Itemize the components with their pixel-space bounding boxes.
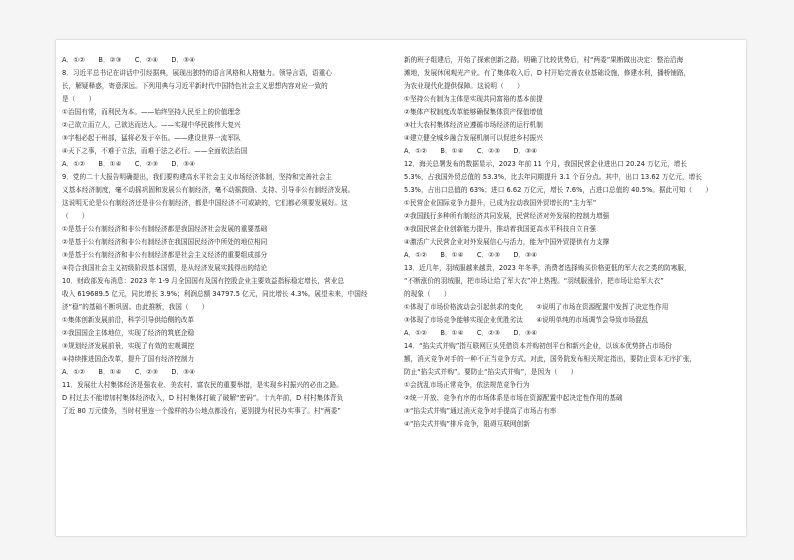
text-line: 这说明无论是公有制经济还是非公有制经济，都是中国经济不可或缺的，它们都必须要发展好。这 bbox=[62, 199, 348, 207]
text-line: ①会扰乱市场正常竞争，依法规范竞争行为 bbox=[404, 381, 530, 389]
text-line: 额，消灭竞争对手的一种不正当竞争方式。对此，国务院发布相关规定指出，要防止资本无序扩张， bbox=[404, 355, 697, 363]
text-line: 9．党的二十大报告明确提出，我们要构建高水平社会主义市场经济体制，坚持和完善社会主 bbox=[62, 173, 332, 181]
text-line: 10．财政部发布消息：2023 年 1-9 月全国国有及国有控股企业主要效益指标稳定增长，营业总 bbox=[62, 277, 345, 285]
text-line: 14．“掐尖式并购”指互联网巨头凭借资本并购初创平台和新兴企业，以该本优势挤占市场份 bbox=[404, 342, 672, 350]
text-line: A．①② B．①④ C．②③ D．③④ bbox=[62, 368, 196, 376]
text-line: 新的班子组建后，开始了探索创新之路。明确了比较优势后，村“两委”果断做出决定：整治沿海 bbox=[404, 56, 684, 64]
text-line: 了近 80 万元债务，当时村里连一个像样的办公地点都没有，更别提为村民办实事了。村“两委” bbox=[62, 407, 341, 415]
text-line: ④激活广大民营企业对外发展信心与活力，能为中国外贸提供有力支撑 bbox=[404, 238, 610, 246]
text-line: 收入 619689.5 亿元，同比增长 3.9%；利润总额 34797.5 亿元，同比增长 4.3%。展望未来，中国经 bbox=[62, 290, 368, 298]
text-line: ③体现了市场竞争能够实现企业优胜劣汰 ④说明单纯的市场调节会导致市场混乱 bbox=[404, 316, 649, 324]
text-line: 8．习近平总书记在讲话中引经据典，展现出独特的语言风格和人格魅力。领导言语，语重心 bbox=[62, 69, 332, 77]
text-line: ④“掐尖式并购”排斥竞争，阻碍互联网创新 bbox=[404, 420, 530, 428]
exam-paper bbox=[56, 40, 746, 536]
text-line: ③壮大农村集体经济应遵循市场经济的运行机制 bbox=[404, 121, 543, 129]
text-line: ①民营企业国际竞争力提升，已成为拉动我国外贸增长的“主力军” bbox=[404, 199, 597, 207]
text-line: 防止“掐尖式并购”。要防止“掐尖式并购”，是因为（ ） bbox=[404, 368, 578, 376]
text-line: A．①② B．①④ C．②③ D．③④ bbox=[404, 251, 538, 259]
text-line: A．①② B．②③ C．②④ D．③④ bbox=[62, 56, 196, 64]
text-line: ②我国国企主体地位，实现了经济的筑底企稳 bbox=[62, 329, 195, 337]
text-line: ③规划经济发展前景，实现了有效的宏观调控 bbox=[62, 342, 195, 350]
text-line: ①治国有常，而利民为本。——始终坚持人民至上的价值理念 bbox=[62, 108, 241, 116]
text-line: 为农业现代化提供保障。这说明（ ） bbox=[404, 82, 524, 90]
text-line: 义基本经济制度，毫不动摇巩固和发展公有制经济，毫不动摇鼓励、支持、引导非公有制经济发展。 bbox=[62, 186, 355, 194]
text-line: ③“掐尖式并购”通过消灭竞争对手提高了市场占有率 bbox=[404, 407, 557, 415]
text-line: 济“稳”的基础不断巩固。由此推断，我国（ ） bbox=[62, 303, 209, 311]
text-line: （ ） bbox=[62, 212, 89, 220]
text-line: 11．发展壮大村集体经济是强农业、美农村、富农民的重要举措，是实现乡村振兴的必由之路。 bbox=[62, 381, 343, 389]
text-line: ①坚持公有制为主体是实现共同富裕的基本前提 bbox=[404, 95, 543, 103]
text-line: A．①② B．①④ C．②③ D．③④ bbox=[404, 329, 538, 337]
text-line: 13．近几年，羽绒服越来越贵，2023 年冬季，消费者选择购买价格更低的军大衣之类的防寒服， bbox=[404, 264, 691, 272]
text-line: A．①② B．①④ C．②③ D．③④ bbox=[62, 160, 196, 168]
text-line: ②是基于公有制经济和非公有制经济在我国国民经济中所处的地位相同 bbox=[62, 238, 268, 246]
text-line: 长，解疑释惑，寄意深远。下列用典与习近平新时代中国特色社会主义思想内容对应一致的 bbox=[62, 82, 328, 90]
text-line: ②统一开放、竞争有序的市场体系是市场在资源配置中起决定性作用的基础 bbox=[404, 394, 623, 402]
text-line: 5.3%，占我国外贸总值的 53.3%，比去年同期提升 3.1 个百分点。其中，出口 13.62 万亿元，增长 bbox=[404, 173, 702, 181]
text-line: ③宇相必起于州部，猛将必发于卒伍。——建设世界一流军队 bbox=[62, 134, 241, 142]
right-column bbox=[404, 54, 734, 431]
text-line: ③是基于公有制经济和非公有制经济都是社会主义经济的重要组成部分 bbox=[62, 251, 268, 259]
text-line: ③我国民营企业创新能力提升，推动着我国更高水平科技自立自强 bbox=[404, 225, 596, 233]
left-column bbox=[62, 54, 392, 418]
text-line: ④持续推进国企改革，提升了国有经济控制力 bbox=[62, 355, 195, 363]
text-line: ①集体创新发展前沿，科学引导供给侧的改革 bbox=[62, 316, 195, 324]
text-line: ④符合我国社会主义初级阶段基本国情，是从经济发展实践得出的结论 bbox=[62, 264, 268, 272]
text-line: 是（ ） bbox=[62, 95, 96, 103]
text-line: “不断涨价的羽绒服，把市场让给了军大衣”冲上热搜。“羽绒服涨价，把市场让给军大衣” bbox=[404, 277, 664, 285]
text-line: ①体现了市场价格波动会引起供求的变化 ②说明了市场在资源配置中发挥了决定性作用 bbox=[404, 303, 669, 311]
text-line: 12．海关总署发布的数据显示，2023 年前 11 个月，我国民营企业进出口 20.24 万亿元，增长 bbox=[404, 160, 688, 168]
text-line: ②我国践行多种所有制经济共同发展，民营经济对外发展的控制力增强 bbox=[404, 212, 610, 220]
text-line: A．①② B．①④ C．②③ D．③④ bbox=[404, 147, 538, 155]
text-line: ①是基于公有制经济和非公有制经济都是我国经济社会发展的重要基础 bbox=[62, 225, 268, 233]
text-line: ②己欲立而立人，己欲达而达人。——实现中华民族伟大复兴 bbox=[62, 121, 241, 129]
text-line: ④天下之事，不难于立法，而难于法之必行。——全面依法治国 bbox=[62, 147, 248, 155]
text-line: D 村过去不能增加村集体经济收入，D 村村集体打破了破解“密码”。十九年前，D 村村集体背负 bbox=[62, 394, 344, 402]
text-line: ②集体产权制度改革能够确保集体资产保值增值 bbox=[404, 108, 543, 116]
text-line: 的现象（ ） bbox=[404, 290, 451, 298]
text-line: ④建立健全城乡融合发展机制可以促进乡村振兴 bbox=[404, 134, 543, 142]
text-line: 滩地，发展休闲观光产业。有了集体收入后，D 村开始完善农业基础设施，修建水利，播桥铺路， bbox=[404, 69, 691, 77]
text-line: 5.3%，占出口总值的 63%；进口 6.62 万亿元，增长 7.6%，占进口总值的 40.5%。据此可知（ ） bbox=[404, 186, 713, 194]
